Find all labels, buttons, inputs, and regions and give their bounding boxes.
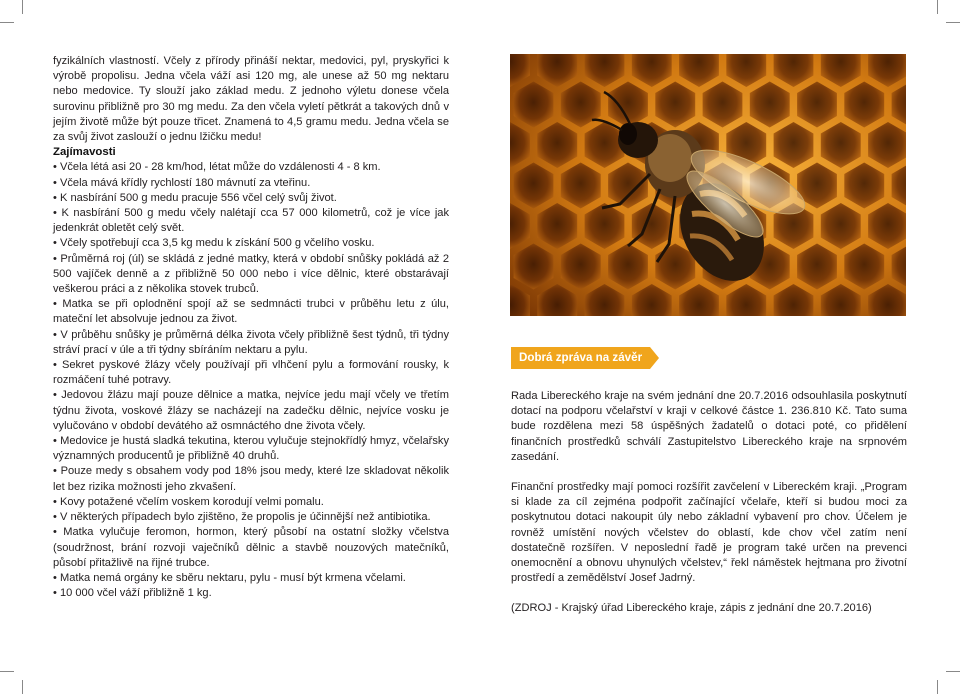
list-item bbox=[53, 495, 449, 510]
banner-label: Dobrá zpráva na závěr bbox=[511, 347, 650, 369]
list-item-text: K nasbírání 500 g medu včely nalétají cca 57 000 kilometrů, což je více jak jedenkrát obletět celý svět. bbox=[53, 207, 449, 235]
list-item bbox=[53, 464, 449, 494]
list-item-text: Pouze medy s obsahem vody pod 18% jsou medy, které lze skladovat několik let bez rizika možnosti jeho zkvašení. bbox=[53, 465, 449, 493]
list-item bbox=[53, 206, 449, 236]
list-item-text: Matka vylučuje feromon, hormon, který působí na ostatní složky včelstva (soudržnost, brání rozvoji vaječníků dělnic a stavbě nouzových matečníků, působí přitažlivě na řijné trubce. bbox=[53, 526, 449, 569]
bullet-glyph: • bbox=[53, 207, 62, 220]
list-item-text: Průměrná roj (úl) se skládá z jedné matky, která v období snůšky pokládá až 2 500 vajíček denně a z přibližně 50 000 nebo i více dělnic, které obstarávají veškerou práci a z několika stovek trubců. bbox=[53, 252, 449, 296]
bee-honeycomb-photo bbox=[510, 54, 906, 316]
crop-mark bbox=[0, 22, 14, 23]
list-item bbox=[53, 525, 449, 571]
bullet-glyph: • bbox=[53, 161, 60, 174]
bullet-glyph: • bbox=[53, 191, 60, 204]
list-item bbox=[53, 191, 449, 206]
bullet-glyph: • bbox=[53, 328, 61, 341]
crop-mark bbox=[937, 680, 938, 694]
list-item-text: Kovy potažené včelím voskem korodují velmi pomalu. bbox=[59, 495, 324, 508]
banner bbox=[511, 347, 659, 369]
list-item-text: Včela mává křídly rychlostí 180 mávnutí za vteřinu. bbox=[59, 176, 311, 189]
section-heading: Zajímavosti bbox=[53, 146, 116, 159]
list-item bbox=[53, 358, 449, 388]
list-item bbox=[53, 160, 449, 175]
list-item bbox=[53, 571, 449, 586]
crop-mark bbox=[937, 0, 938, 14]
facts-list bbox=[53, 160, 449, 601]
list-item-text: Včela létá asi 20 - 28 km/hod, létat může do vzdálenosti 4 - 8 km. bbox=[59, 161, 381, 174]
bee-on-honeycomb-image bbox=[510, 54, 906, 316]
list-item bbox=[53, 388, 449, 434]
list-item bbox=[53, 297, 449, 327]
list-item-text: K nasbírání 500 g medu pracuje 556 včel celý svůj život. bbox=[59, 191, 337, 204]
bullet-glyph: • bbox=[53, 252, 61, 265]
list-item-text: Medovice je hustá sladká tekutina, kterou vylučuje stejnokřídlý hmyz, včelařsky významných producentů je přibližně 40 druhů. bbox=[53, 435, 449, 463]
bullet-glyph: • bbox=[53, 359, 62, 372]
crop-mark bbox=[946, 22, 960, 23]
crop-mark bbox=[0, 671, 14, 672]
list-item bbox=[53, 434, 449, 464]
bullet-glyph: • bbox=[53, 571, 60, 584]
bullet-glyph: • bbox=[53, 495, 60, 508]
source-paragraph: (ZDROJ - Krajský úřad Libereckého kraje, zápis z jednání dne 20.7.2016) bbox=[511, 602, 872, 615]
news-paragraph: Rada Libereckého kraje na svém jednání dne 20.7.2016 odsouhlasila poskytnutí dotací na podporu včelařství v kraji v celkové částce 1. 236.810 Kč. Tato suma bude rozdělena mezi 58 úspěšných žadatelů o dotaci poté, co přidělení finančních prostředků schválí Zastupitelstvo Libereckého kraje na srpnovém zasedání. bbox=[511, 390, 907, 463]
bullet-glyph: • bbox=[53, 389, 62, 402]
crop-mark bbox=[22, 680, 23, 694]
bullet-glyph: • bbox=[53, 237, 60, 250]
list-item bbox=[53, 586, 449, 601]
list-item-text: Jedovou žlázu mají pouze dělnice a matka, nejvíce jedu mají včely ve třetím týdnu života, voskové žlázy se nacházejí na zadečku dělnic, nejvíce vosku je vylučováno v období devátého až osmnáctého dne života včely. bbox=[53, 389, 449, 432]
list-item-text: Sekret pyskové žlázy včely používají při vlhčení pylu a formování rousky, k rozmáčení tuhé potravy. bbox=[53, 359, 450, 387]
banner-arrow bbox=[650, 347, 659, 369]
crop-mark bbox=[22, 0, 23, 14]
bullet-glyph: • bbox=[53, 511, 60, 524]
list-item bbox=[53, 176, 449, 191]
bullet-glyph: • bbox=[53, 465, 61, 478]
list-item-text: Matka nemá orgány ke sběru nektaru, pylu - musí být krmena včelami. bbox=[59, 571, 406, 584]
list-item-text: Matka se při oplodnění spojí až se sedmnácti trubci v průběhu letu z úlu, mateční let absolvuje jednou za život. bbox=[53, 298, 449, 326]
bullet-glyph: • bbox=[53, 298, 63, 311]
intro-paragraph: fyzikálních vlastností. Včely z přírody přináší nektar, medovici, pyl, pryskyřici k výrobě propolisu. Jedna včela váží asi 120 mg, ale unese až 50 mg nektaru nebo medovice. Ty slouží jako základ medu. Z jednoho výletu donese včela surovinu přibližně pro 30 mg medu. Za den včela vyletí pětkrát a takových dnů v jejím životě může být pouze třicet. Znamená to 4,5 gramu medu. Jedna včela se za svůj život zaslouží o jednu lžičku medu! bbox=[53, 55, 449, 144]
bullet-glyph: • bbox=[53, 587, 60, 600]
right-column bbox=[511, 389, 907, 632]
list-item-text: V některých případech bylo zjištěno, že propolis je účinnější než antibiotika. bbox=[59, 511, 431, 524]
news-paragraph: Finanční prostředky mají pomoci rozšířit zavčelení v Libereckém kraji. „Program si klade za cíl zejména podpořit začínající včelaře, kteří si budou moci za poskytnutou dotaci nakoupit úly nebo základní vybavení pro chov. Účelem je rovněž umístění nových včelstev do oblastí, kde chov včel zatím není dostatečně rozšířen. V neposlední řadě je program také určen na prevenci onemocnění a obnovu uhynulých včelstev,“ řekl náměstek hejtmana pro životní prostředí a zemědělství Josef Jadrný. bbox=[511, 481, 907, 585]
list-item bbox=[53, 328, 449, 358]
bullet-glyph: • bbox=[53, 526, 64, 539]
list-item-text: V průběhu snůšky je průměrná délka života včely přibližně šest týdnů, tři týdny stráví prací v úle a tři týdny sbíráním nektaru a pylu. bbox=[53, 328, 449, 356]
list-item bbox=[53, 510, 449, 525]
list-item-text: 10 000 včel váží přibližně 1 kg. bbox=[59, 587, 212, 600]
left-column bbox=[53, 54, 449, 601]
crop-mark bbox=[946, 671, 960, 672]
bullet-glyph: • bbox=[53, 176, 60, 189]
list-item-text: Včely spotřebují cca 3,5 kg medu k získání 500 g včelího vosku. bbox=[59, 237, 375, 250]
list-item bbox=[53, 252, 449, 298]
bullet-glyph: • bbox=[53, 435, 61, 448]
list-item bbox=[53, 236, 449, 251]
